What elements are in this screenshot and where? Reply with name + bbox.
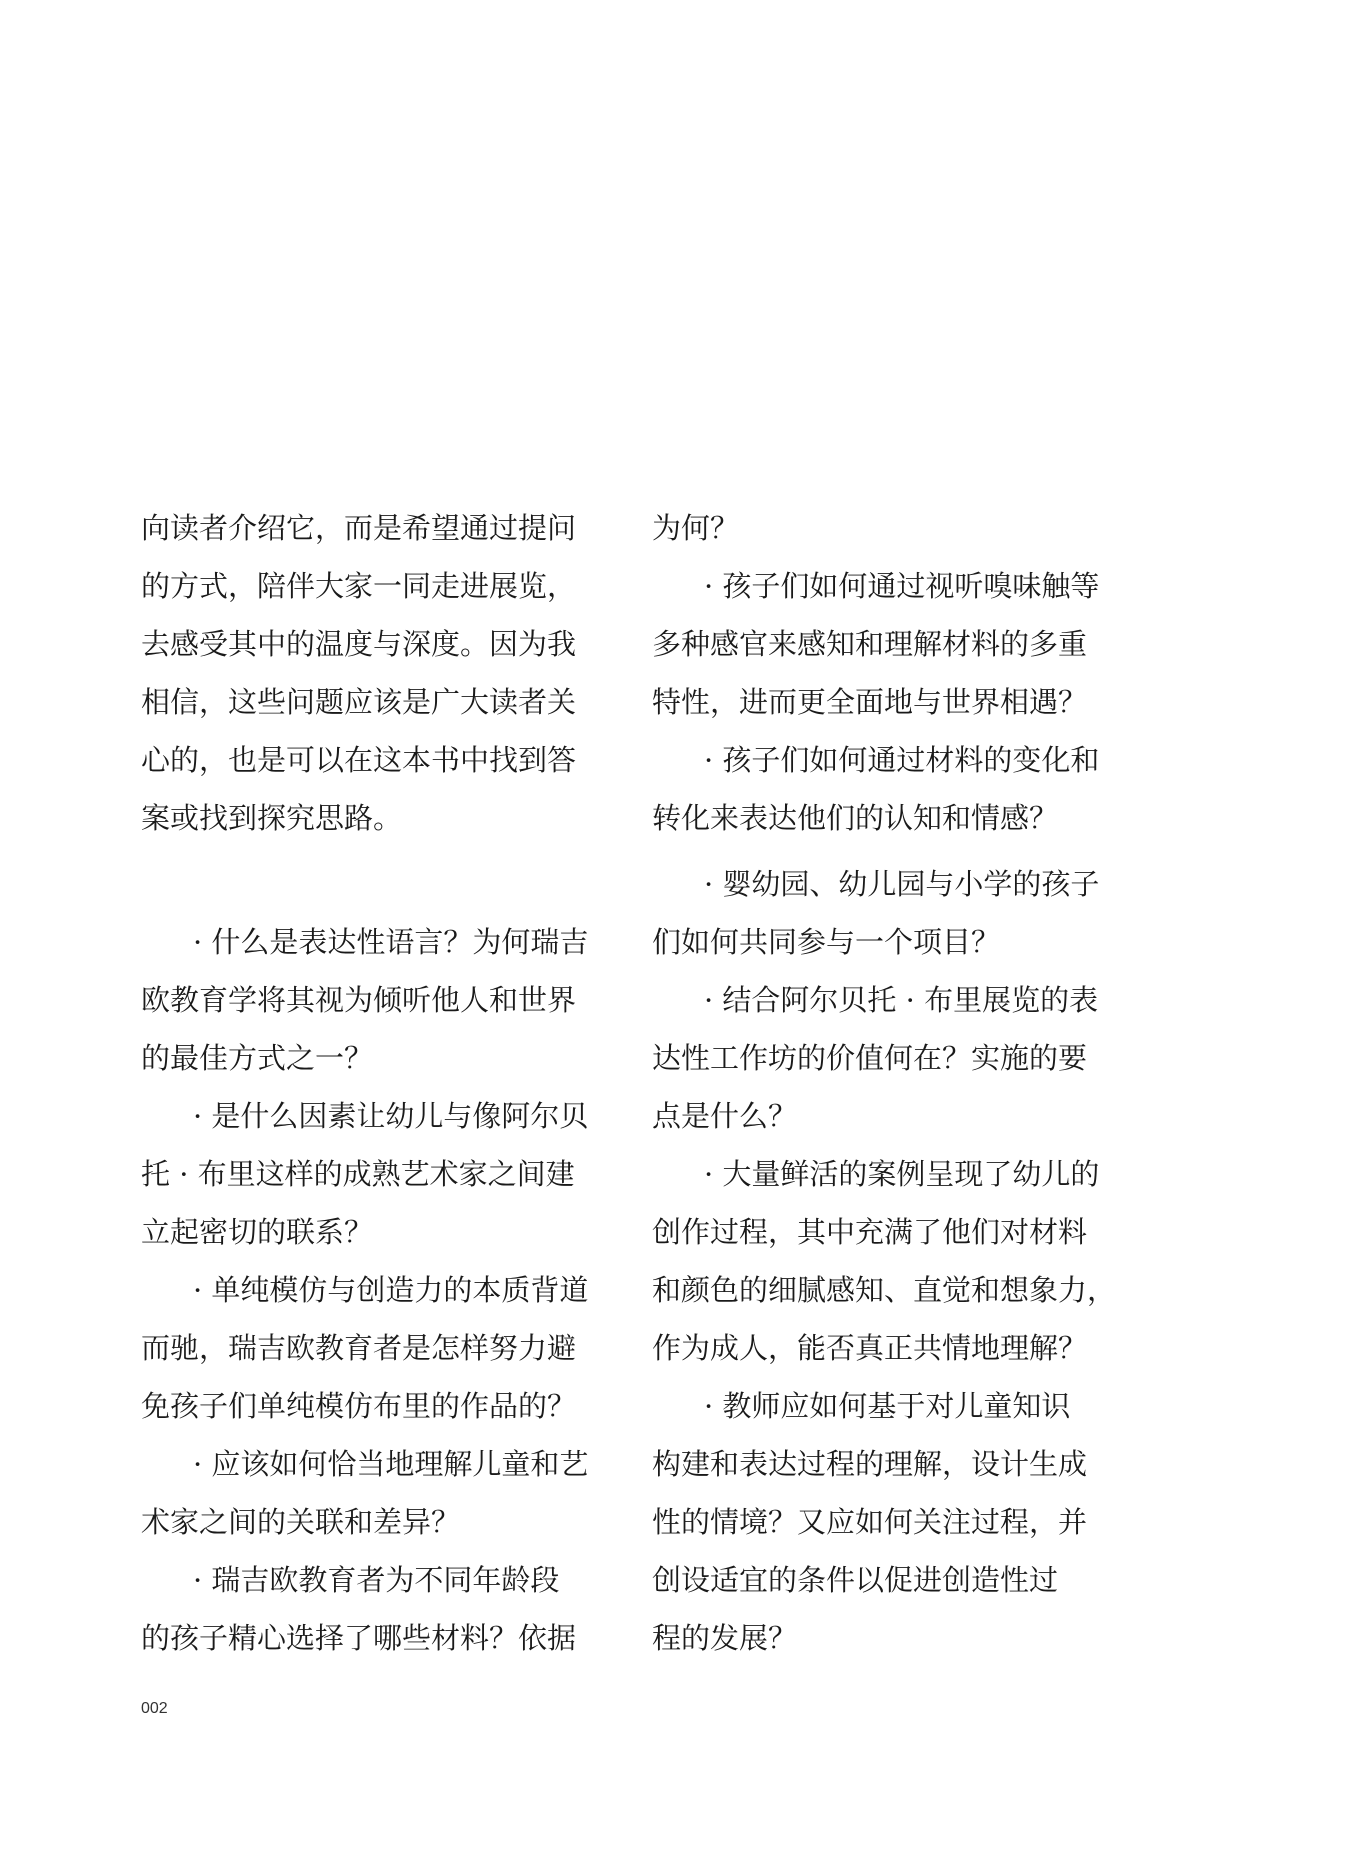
text-line: 的最佳方式之一？ <box>141 1041 374 1075</box>
text-line: 创作过程，其中充满了他们对材料 <box>652 1215 1088 1249</box>
question-item: · 大量鲜活的案例呈现了幼儿的 <box>704 1157 1100 1191</box>
text-line: 达性工作坊的价值何在？实施的要 <box>652 1041 1088 1075</box>
text-line: 术家之间的关联和差异？ <box>141 1505 461 1539</box>
text-line: 而驰，瑞吉欧教育者是怎样努力避 <box>141 1331 577 1365</box>
text-line: 性的情境？又应如何关注过程，并 <box>652 1505 1088 1539</box>
text-line: 向读者介绍它，而是希望通过提问 <box>141 511 577 545</box>
page-number: 002 <box>141 1700 168 1717</box>
text-line: 的方式，陪伴大家一同走进展览， <box>141 569 577 603</box>
text-line: 多种感官来感知和理解材料的多重 <box>652 627 1088 661</box>
question-item: · 应该如何恰当地理解儿童和艺 <box>193 1447 589 1481</box>
text-line: 特性，进而更全面地与世界相遇？ <box>652 685 1088 719</box>
question-item: · 是什么因素让幼儿与像阿尔贝 <box>193 1099 589 1133</box>
text-line: 和颜色的细腻感知、直觉和想象力， <box>652 1273 1117 1307</box>
text-line: 构建和表达过程的理解，设计生成 <box>652 1447 1088 1481</box>
text-line: 立起密切的联系？ <box>141 1215 374 1249</box>
question-item: · 婴幼园、幼儿园与小学的孩子 <box>704 867 1100 901</box>
question-item: · 孩子们如何通过材料的变化和 <box>704 743 1100 777</box>
text-line: 相信，这些问题应该是广大读者关 <box>141 685 577 719</box>
text-line: 转化来表达他们的认知和情感？ <box>652 801 1059 835</box>
question-item: · 结合阿尔贝托 · 布里展览的表 <box>704 983 1099 1017</box>
text-line: 的孩子精心选择了哪些材料？依据 <box>141 1621 577 1655</box>
text-line: 程的发展？ <box>652 1621 798 1655</box>
text-line: 们如何共同参与一个项目？ <box>652 925 1001 959</box>
text-line: 点是什么？ <box>652 1099 798 1133</box>
text-line: 心的，也是可以在这本书中找到答 <box>141 743 577 777</box>
text-line: 为何？ <box>652 511 740 545</box>
question-item: · 单纯模仿与创造力的本质背道 <box>193 1273 589 1307</box>
text-line: 免孩子们单纯模仿布里的作品的？ <box>141 1389 577 1423</box>
text-line: 托 · 布里这样的成熟艺术家之间建 <box>141 1157 575 1191</box>
text-line: 作为成人，能否真正共情地理解？ <box>652 1331 1088 1365</box>
question-item: · 教师应如何基于对儿童知识 <box>704 1389 1071 1423</box>
text-line: 欧教育学将其视为倾听他人和世界 <box>141 983 577 1017</box>
text-line: 案或找到探究思路。 <box>141 801 403 835</box>
text-line: 去感受其中的温度与深度。因为我 <box>141 627 577 661</box>
question-item: · 孩子们如何通过视听嗅味触等 <box>704 569 1100 603</box>
question-item: · 瑞吉欧教育者为不同年龄段 <box>193 1563 560 1597</box>
text-line: 创设适宜的条件以促进创造性过 <box>652 1563 1059 1597</box>
question-item: · 什么是表达性语言？为何瑞吉 <box>193 925 589 959</box>
